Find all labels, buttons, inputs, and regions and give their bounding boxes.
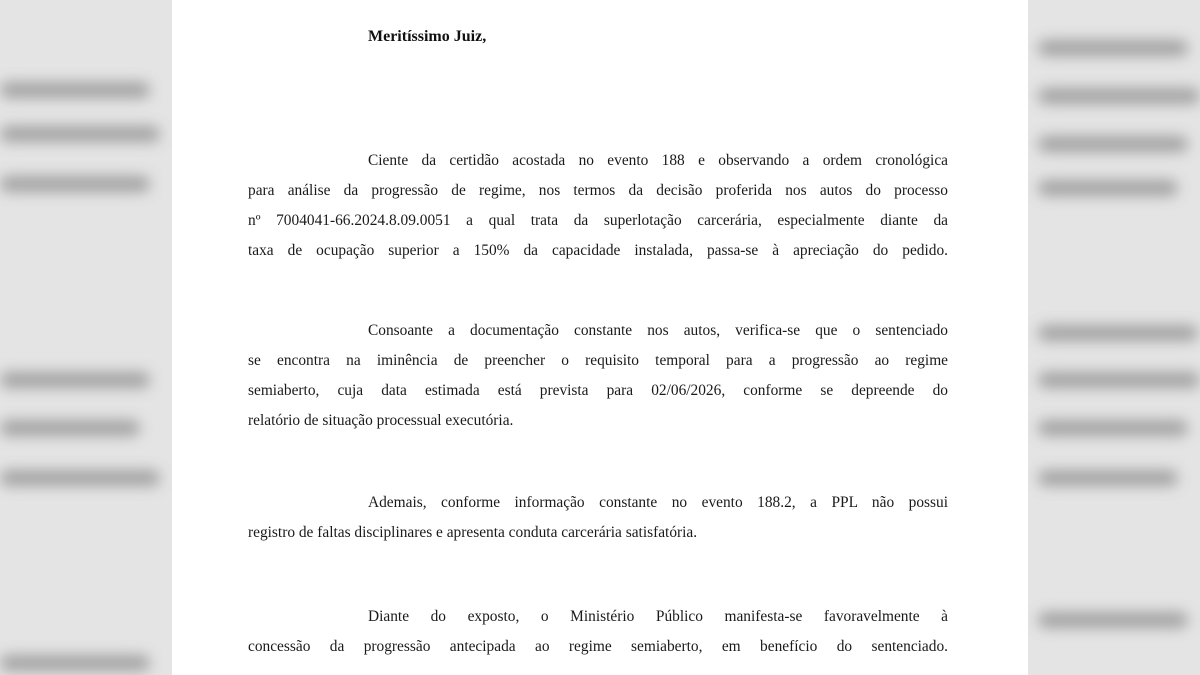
paragraph-1 bbox=[248, 146, 948, 266]
paragraph-line: Diante do exposto, o Ministério Público manifesta-se favoravelmente à bbox=[368, 608, 948, 625]
paragraph-line: para análise da progressão de regime, nos termos da decisão proferida nos autos do processo bbox=[248, 182, 948, 199]
paragraph-line: concessão da progressão antecipada ao regime semiaberto, em benefício do sentenciado. bbox=[248, 638, 948, 655]
paragraph-line: se encontra na iminência de preencher o requisito temporal para a progressão ao regime bbox=[248, 352, 948, 369]
paragraph-line: Ciente da certidão acostada no evento 188 e observando a ordem cronológica bbox=[368, 152, 948, 169]
paragraph-4 bbox=[248, 602, 948, 662]
paragraph-3 bbox=[248, 488, 948, 548]
blurred-background-left bbox=[0, 0, 172, 675]
paragraph-line: Consoante a documentação constante nos autos, verifica-se que o sentenciado bbox=[368, 322, 948, 339]
document-page bbox=[172, 0, 1028, 675]
paragraph-line: relatório de situação processual executória. bbox=[248, 412, 514, 429]
blurred-background-right bbox=[1028, 0, 1200, 675]
salutation: Meritíssimo Juiz, bbox=[368, 28, 487, 45]
paragraph-line: Ademais, conforme informação constante no evento 188.2, a PPL não possui bbox=[368, 494, 948, 511]
paragraph-line: registro de faltas disciplinares e apresenta conduta carcerária satisfatória. bbox=[248, 524, 698, 541]
paragraph-line: taxa de ocupação superior a 150% da capacidade instalada, passa-se à apreciação do pedido. bbox=[248, 242, 948, 259]
paragraph-line: nº 7004041-66.2024.8.09.0051 a qual trata da superlotação carcerária, especialmente diante da bbox=[248, 212, 948, 229]
paragraph-line: semiaberto, cuja data estimada está prevista para 02/06/2026, conforme se depreende do bbox=[248, 382, 948, 399]
paragraph-2 bbox=[248, 316, 948, 436]
